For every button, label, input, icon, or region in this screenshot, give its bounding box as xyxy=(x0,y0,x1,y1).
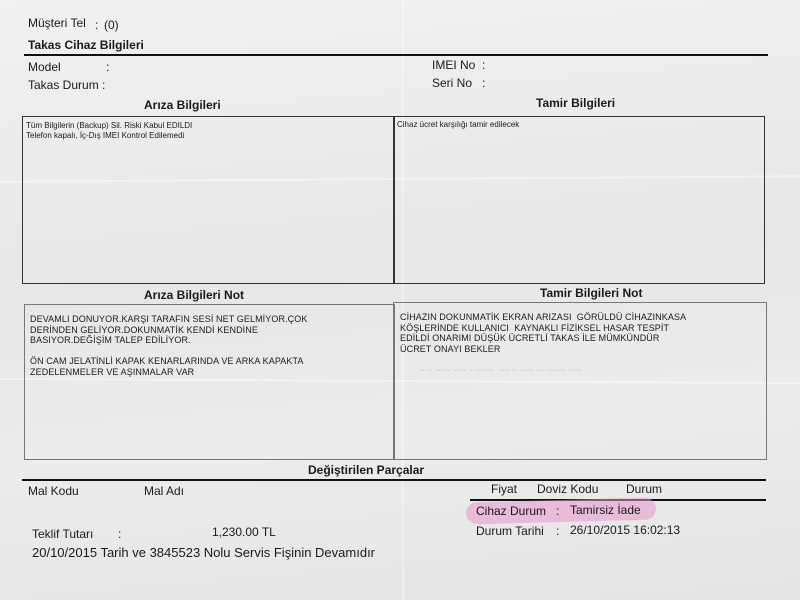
repair-note-text: CİHAZIN DOKUNMATİK EKRAN ARIZASI GÖRÜLDÜ CİHAZINKASA KÖŞLERİNDE KULLANICI KAYNAKLI FİZİKSEL HASAR TESPİT EDİLDİ ONARIMI DÜŞÜK ÜCRETLİ TAKAS İLE MÜMKÜNDÜR ÜCRET ONAYI BEKLER xyxy=(400,312,687,354)
model-sep: : xyxy=(106,60,110,74)
section-divider xyxy=(24,54,768,56)
parts-col-code: Mal Kodu xyxy=(28,484,79,498)
serial-label: Seri No xyxy=(432,76,473,90)
offer-value: 1,230.00 TL xyxy=(212,525,276,539)
device-status-value: Tamirsiz İade xyxy=(570,503,641,517)
status-date-sep: : xyxy=(556,524,560,538)
parts-title: Değiştirilen Parçalar xyxy=(308,463,425,477)
customer-phone-label: Müşteri Tel xyxy=(28,16,86,30)
imei-sep: : xyxy=(482,58,486,72)
repair-info-box xyxy=(393,116,765,284)
fault-note-title: Arıza Bilgileri Not xyxy=(144,288,245,302)
fault-note-text: DEVAMLI DONUYOR.KARŞI TARAFIN SESİ NET GELMİYOR.ÇOK DERİNDEN GELİYOR.DOKUNMATİK KENDİ KENDİNE BASIYOR.DEĞİŞİM TALEP EDİLİYOR. ÖN CAM JELATİNLİ KAPAK KENARLARINDA VE ARKA KAPAKTA ZEDELENMELER VE AŞINMALAR VAR xyxy=(30,314,308,377)
repair-note-title: Tamir Bilgileri Not xyxy=(540,286,643,300)
offer-label: Teklif Tutarı xyxy=(32,527,94,541)
serial-sep: : xyxy=(482,76,486,90)
parts-col-price: Fiyat xyxy=(491,482,518,496)
repair-info-text: Cihaz ücret karşılığı tamir edilecek xyxy=(397,120,520,129)
customer-phone-sep: : xyxy=(95,18,99,32)
device-status-label: Cihaz Durum xyxy=(476,504,547,518)
fault-info-title: Arıza Bilgileri xyxy=(144,98,221,112)
imei-label: IMEI No xyxy=(432,58,476,72)
model-label: Model xyxy=(28,60,61,74)
parts-col-status: Durum xyxy=(626,482,663,496)
customer-phone-value: (0) xyxy=(104,18,119,32)
parts-col-currency: Doviz Kodu xyxy=(537,482,599,496)
paper-fold xyxy=(402,0,404,600)
exchange-section-title: Takas Cihaz Bilgileri xyxy=(28,38,144,52)
status-date-value: 26/10/2015 16:02:13 xyxy=(570,523,681,537)
fault-info-box xyxy=(22,116,395,284)
repair-info-title: Tamir Bilgileri xyxy=(536,96,616,110)
parts-col-name: Mal Adı xyxy=(144,484,185,498)
fault-info-text: Tüm Bilgilerin (Backup) Sil. Riski Kabul EDILDI Telefon kapalı, İç-Dış IMEI Kontrol Edilemedi xyxy=(26,121,193,140)
faded-print-smudge: ~ ~ ~~~ ~~~ ~ ~~~~ ~~ ~ ~~~ ~~ ~~~~ ~~~ xyxy=(420,366,582,375)
exchange-status-label: Takas Durum : xyxy=(28,78,106,92)
status-date-label: Durum Tarihi xyxy=(476,524,544,538)
offer-sep: : xyxy=(118,527,122,541)
continuation-note: 20/10/2015 Tarih ve 3845523 Nolu Servis Fişinin Devamıdır xyxy=(32,545,376,560)
device-status-sep: : xyxy=(556,504,560,518)
parts-divider xyxy=(22,479,766,481)
